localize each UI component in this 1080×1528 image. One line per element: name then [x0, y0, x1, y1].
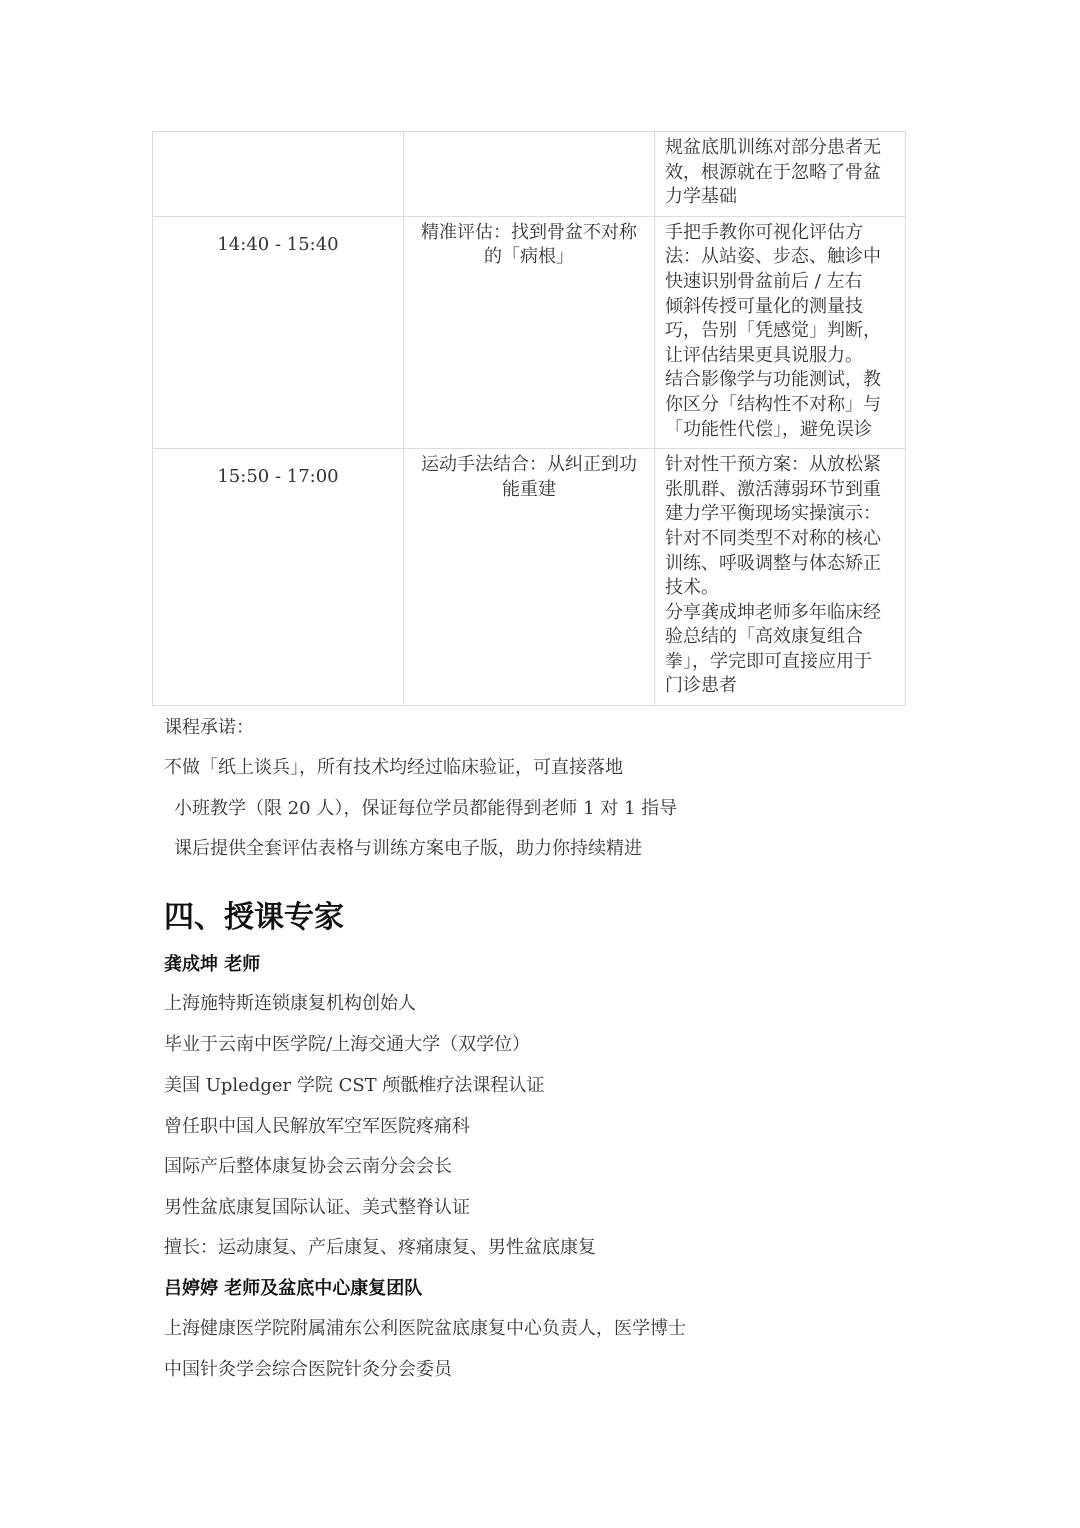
description-cell — [655, 132, 906, 217]
description-line: 门诊患者 — [665, 675, 737, 697]
description-line: 规盆底肌训练对部分患者无 — [665, 137, 881, 158]
expert-credential: 美国 Upledger 学院 CST 颅骶椎疗法课程认证 — [164, 1075, 545, 1096]
description-line: 快速识别骨盆前后 / 左右 — [665, 270, 863, 292]
description-line: 针对不同类型不对称的核心 — [665, 527, 881, 549]
description-line: 你区分「结构性不对称」与 — [665, 393, 881, 415]
description-line: 「功能性代偿」，避免误诊 — [665, 418, 872, 440]
topic-line: 精准评估：找到骨盆不对称 — [421, 221, 637, 243]
description-line: 分享龚成坤老师多年临床经 — [665, 601, 881, 623]
commitment-heading: 课程承诺： — [164, 717, 254, 738]
topic-cell — [404, 132, 655, 217]
description-line: 结合影像学与功能测试，教 — [665, 369, 881, 391]
description-line: 手把手教你可视化评估方 — [665, 221, 863, 243]
description-line: 验总结的「高效康复组合 — [665, 626, 863, 648]
expert-credential: 擅长：运动康复、产后康复、疼痛康复、男性盆底康复 — [164, 1237, 596, 1258]
commitment-item: 小班教学（限 20 人），保证每位学员都能得到老师 1 对 1 指导 — [174, 798, 678, 819]
description-line: 训练、呼吸调整与体态矫正 — [665, 552, 881, 574]
description-line: 针对性干预方案：从放松紧 — [665, 454, 881, 476]
description-line: 建力学平衡现场实操演示： — [665, 503, 881, 525]
topic-line: 能重建 — [502, 478, 556, 500]
section-heading: 四、授课专家 — [164, 900, 344, 935]
description-line: 倾斜传授可量化的测量技 — [665, 295, 863, 317]
expert-name: 龚成坤 老师 — [164, 954, 261, 975]
topic-cell — [404, 216, 655, 448]
description-line: 效，根源就在于忽略了骨盆 — [665, 161, 881, 183]
topic-cell — [404, 449, 655, 706]
description-line: 巧，告别「凭感觉」判断， — [665, 320, 881, 342]
expert-credential: 国际产后整体康复协会云南分会会长 — [164, 1156, 452, 1177]
description-cell — [655, 449, 906, 706]
description-line: 法：从站姿、步态、触诊中 — [665, 246, 881, 268]
expert-credential: 上海健康医学院附属浦东公利医院盆底康复中心负责人，医学博士 — [164, 1318, 686, 1339]
description-cell — [655, 216, 906, 448]
table-row — [153, 132, 906, 217]
commitment-item: 课后提供全套评估表格与训练方案电子版，助力你持续精进 — [174, 838, 642, 859]
time-cell — [153, 132, 404, 217]
expert-credential: 曾任职中国人民解放军空军医院疼痛科 — [164, 1116, 470, 1137]
description-line: 力学基础 — [665, 186, 737, 208]
expert-credential: 男性盆底康复国际认证、美式整脊认证 — [164, 1197, 470, 1218]
expert-name: 吕婷婷 老师及盆底中心康复团队 — [164, 1278, 423, 1299]
expert-credential: 中国针灸学会综合医院针灸分会委员 — [164, 1359, 452, 1380]
description-line: 张肌群、激活薄弱环节到重 — [665, 478, 881, 500]
table-row — [153, 449, 906, 706]
time-cell: 15:50 - 17:00 — [153, 449, 404, 706]
expert-credential: 毕业于云南中医学院/上海交通大学（双学位） — [164, 1034, 531, 1055]
schedule-table — [152, 131, 906, 706]
description-line: 拳」，学完即可直接应用于 — [665, 650, 872, 672]
description-line: 技术。 — [665, 577, 719, 599]
commitment-item: 不做「纸上谈兵」，所有技术均经过临床验证，可直接落地 — [164, 757, 623, 778]
expert-credential: 上海施特斯连锁康复机构创始人 — [164, 993, 416, 1014]
table-row — [153, 216, 906, 448]
topic-line: 运动手法结合：从纠正到功 — [421, 454, 637, 476]
time-cell: 14:40 - 15:40 — [153, 216, 404, 448]
description-line: 让评估结果更具说服力。 — [665, 344, 863, 366]
topic-line: 的「病根」 — [484, 246, 574, 268]
